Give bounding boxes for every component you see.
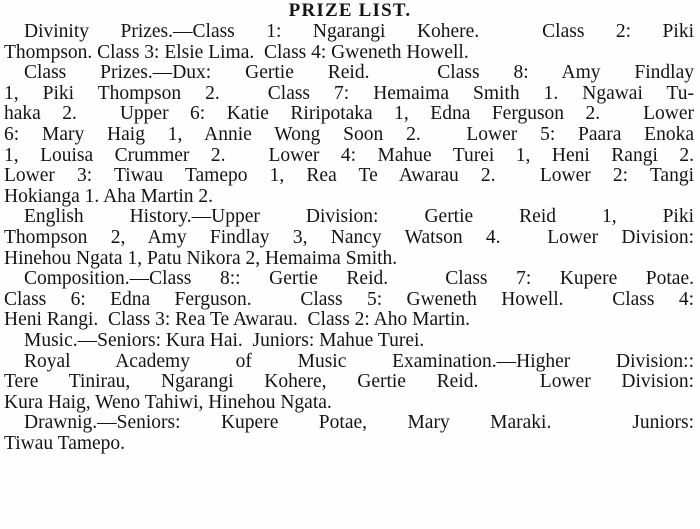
text-line: Divinity Prizes.—Class 1: Ngarangi Kohere. Class 2: Piki — [24, 21, 694, 42]
text-line: Class 6: Edna Ferguson. Class 5: Gweneth Howell. Class 4: — [4, 288, 694, 310]
text-line: Drawnig.—Seniors: Kupere Potae, Mary Maraki. Juniors: — [24, 412, 694, 434]
text-line: 6: Mary Haig 1, Annie Wong Soon 2. Lower 5: Paara Enoka — [4, 123, 694, 145]
text-line: 1, Louisa Crummer 2. Lower 4: Mahue Turei 1, Heni Rangi 2. — [4, 144, 694, 166]
text-line: Tere Tinirau, Ngarangi Kohere, Gertie Reid. Lower Division: — [4, 371, 694, 393]
text-line: English History.—Upper Division: Gertie Reid 1, Piki — [24, 206, 694, 228]
text-line: Composition.—Class 8:: Gertie Reid. Class 7: Kupere Potae. — [24, 268, 694, 290]
text-line: Heni Rangi. Class 3: Rea Te Awarau. Class 2: Aho Martin. — [4, 309, 471, 331]
text-line: Hokianga 1. Aha Martin 2. — [4, 185, 214, 207]
text-line: Kura Haig, Weno Tahiwi, Hinehou Ngata. — [4, 391, 332, 413]
text-line: haka 2. Upper 6: Katie Riripotaka 1, Edna Ferguson 2. Lower — [4, 103, 694, 125]
text-line: Lower 3: Tiwau Tamepo 1, Rea Te Awarau 2. Lower 2: Tangi — [4, 165, 694, 187]
text-line: Class Prizes.—Dux: Gertie Reid. Class 8: Amy Findlay — [24, 62, 694, 84]
text-line: Tiwau Tamepo. — [4, 432, 126, 454]
text-line: Hinehou Ngata 1, Patu Nikora 2, Hemaima Smith. — [4, 247, 398, 269]
text-line: Music.—Seniors: Kura Hai. Juniors: Mahue Turei. — [24, 329, 425, 351]
text-line: Thompson. Class 3: Elsie Lima. Class 4: Gweneth Howell. — [4, 41, 469, 63]
page-title: PRIZE LIST. — [288, 0, 412, 21]
text-line: Thompson 2, Amy Findlay 3, Nancy Watson 4. Lower Division: — [4, 226, 694, 248]
text-line: 1, Piki Thompson 2. Class 7: Hemaima Smith 1. Ngawai Tu- — [4, 82, 694, 104]
prize-list-text — [0, 22, 700, 454]
text-line: Royal Academy of Music Examination.—Higher Division:: — [24, 350, 694, 372]
